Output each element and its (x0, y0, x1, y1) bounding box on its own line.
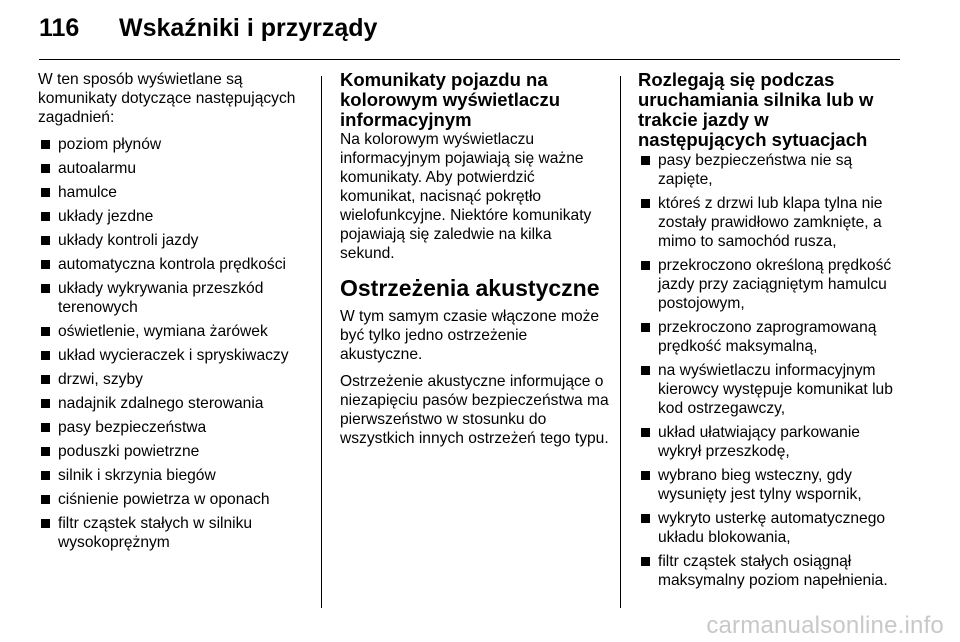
list-item: na wyświetlaczu informacyjnym kierowcy występuje komunikat lub kod ostrzegawczy, (638, 361, 902, 418)
list-item: wykryto usterkę automatycznego układu blokowania, (638, 509, 902, 547)
list-item: filtr cząstek stałych osiągnął maksymalny poziom napełnienia. (638, 552, 902, 590)
list-item: ciśnienie powietrza w oponach (38, 490, 314, 509)
list-item: nadajnik zdalnego sterowania (38, 394, 314, 413)
vehicle-messages-heading: Komunikaty pojazdu na kolorowym wyświetlaczu informacyjnym (340, 69, 561, 130)
list-item: układ wycieraczek i spryskiwaczy (38, 346, 314, 365)
list-item: oświetlenie, wymiana żarówek (38, 322, 314, 341)
acoustic-warnings-title: Ostrzeżenia akustyczne (340, 275, 600, 301)
watermark: carmanualsonline.info (706, 612, 944, 639)
list-item: hamulce (38, 183, 314, 202)
intro-paragraph: W ten sposób wyświetlane są komunikaty dotyczące następujących zagadnień: (38, 71, 296, 126)
vehicle-messages-paragraph: Na kolorowym wyświetlaczu informacyjnym pojawiają się ważne komunikaty. Aby potwierdzić komunikat, nacisnąć pokrętło wielofunkcyjne. Niektóre komunikaty pojawiają się zaledwie na kilka sekund. (340, 131, 592, 262)
column-left (38, 70, 314, 557)
column-middle (340, 70, 610, 456)
chapter-title: Wskaźniki i przyrządy (119, 14, 378, 42)
list-item: pasy bezpieczeństwa nie są zapięte, (638, 151, 902, 189)
warning-situations-list (638, 151, 902, 590)
list-item: pasy bezpieczeństwa (38, 418, 314, 437)
list-item: automatyczna kontrola prędkości (38, 255, 314, 274)
acoustic-warnings-paragraph-2: Ostrzeżenie akustyczne informujące o niezapięciu pasów bezpieczeństwa ma pierwszeństwo w stosunku do wszystkich innych ostrzeżeń tego typu. (340, 373, 609, 447)
list-item: filtr cząstek stałych w silniku wysokoprężnym (38, 514, 314, 552)
warning-situations-heading: Rozlegają się podczas uruchamiania silnika lub w trakcie jazdy w następujących sytuacjach (638, 69, 874, 150)
column-right (638, 70, 902, 595)
list-item: poduszki powietrzne (38, 442, 314, 461)
list-item: układy jezdne (38, 207, 314, 226)
column-divider-1 (321, 76, 322, 608)
acoustic-warnings-paragraph-1: W tym samym czasie włączone może być tylko jedno ostrzeżenie akustyczne. (340, 308, 600, 363)
list-item: któreś z drzwi lub klapa tylna nie zostały prawidłowo zamknięte, a mimo to samochód rusza, (638, 194, 902, 251)
list-item: przekroczono określoną prędkość jazdy przy zaciągniętym hamulcu postojowym, (638, 256, 902, 313)
column-divider-2 (620, 76, 621, 608)
page-number: 116 (39, 14, 80, 42)
list-item: drzwi, szyby (38, 370, 314, 389)
list-item: autoalarmu (38, 159, 314, 178)
header-divider (39, 59, 900, 60)
list-item: układy kontroli jazdy (38, 231, 314, 250)
list-item: poziom płynów (38, 135, 314, 154)
list-item: wybrano bieg wsteczny, gdy wysunięty jest tylny wspornik, (638, 466, 902, 504)
list-item: silnik i skrzynia biegów (38, 466, 314, 485)
list-item: układ ułatwiający parkowanie wykrył przeszkodę, (638, 423, 902, 461)
message-topics-list (38, 135, 314, 552)
list-item: przekroczono zaprogramowaną prędkość maksymalną, (638, 318, 902, 356)
list-item: układy wykrywania przeszkód terenowych (38, 279, 314, 317)
